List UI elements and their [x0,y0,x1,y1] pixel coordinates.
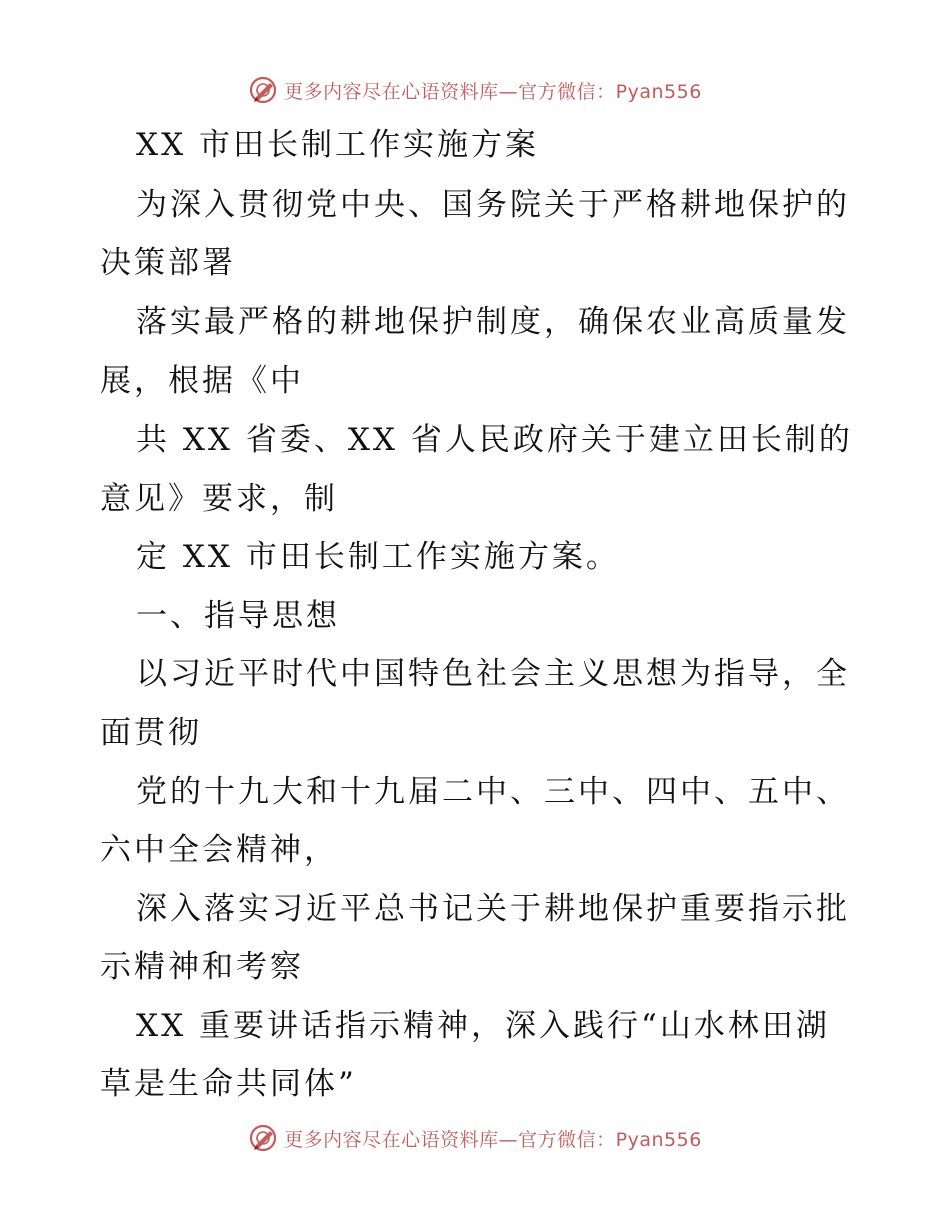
paragraph-line: 落实最严格的耕地保护制度，确保农业高质量发 [136,304,850,340]
paragraph-line: 为深入贯彻党中央、国务院关于严格耕地保护的 [136,187,850,223]
watermark-text-top: 更多内容尽在心语资料库—官方微信：Pyan556 [284,80,702,103]
section-heading: 一、指导思想 [136,598,340,634]
paragraph-line: 决策部署 [100,245,236,281]
paragraph-line: 草是生命共同体” [100,1066,357,1102]
watermark-text-bottom: 更多内容尽在心语资料库—官方微信：Pyan556 [284,1128,702,1151]
paragraph-line: 面贯彻 [100,715,202,751]
paragraph-line: 以习近平时代中国特色社会主义思想为指导，全 [136,656,850,692]
paragraph-line: 定 XX 市田长制工作实施方案。 [136,539,620,575]
paragraph-line: 展，根据《中 [100,363,304,399]
paragraph-line: 六中全会精神， [100,832,338,868]
paragraph-line: 示精神和考察 [100,949,304,985]
paragraph-line: 党的十九大和十九届二中、三中、四中、五中、 [136,774,850,810]
paragraph-line: 共 XX 省委、XX 省人民政府关于建立田长制的 [136,422,853,458]
document-title: XX 市田长制工作实施方案 [136,127,539,163]
paragraph-line: 深入落实习近平总书记关于耕地保护重要指示批 [136,891,850,927]
pen-circle-logo-icon [248,1123,278,1153]
watermark-banner-bottom [0,1118,950,1158]
paragraph-line: XX 重要讲话指示精神，深入践行“山水林田湖 [136,1008,830,1044]
paragraph-line: 意见》要求，制 [100,481,338,517]
